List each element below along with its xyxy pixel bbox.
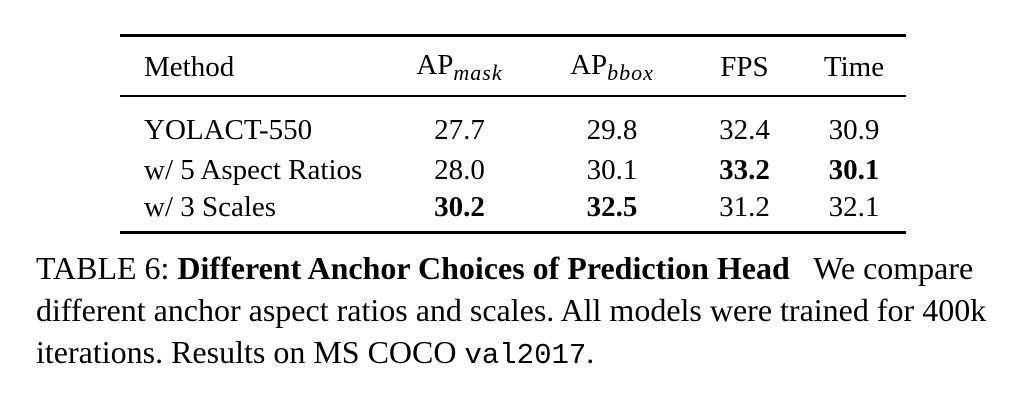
caption-label: TABLE 6: bbox=[36, 250, 170, 286]
header-fps: FPS bbox=[720, 50, 769, 83]
header-ap-bbox bbox=[537, 36, 687, 97]
cell-method: YOLACT-550 bbox=[144, 113, 313, 146]
header-method: Method bbox=[144, 50, 235, 83]
header-ap-mask-base: AP bbox=[416, 48, 454, 81]
header-time: Time bbox=[823, 50, 885, 83]
cell-fps: 32.4 bbox=[719, 113, 770, 146]
cell-ap-bbox-best: 32.5 bbox=[586, 190, 638, 223]
header-ap-mask bbox=[382, 36, 537, 97]
header-ap-bbox-base: AP bbox=[570, 48, 608, 81]
caption-title: Different Anchor Choices of Prediction Head bbox=[177, 250, 790, 286]
cell-time: 32.1 bbox=[828, 190, 880, 223]
header-ap-mask-subscript: mask bbox=[453, 59, 503, 85]
cell-ap-bbox: 30.1 bbox=[586, 153, 638, 186]
header-ap-bbox-subscript: bbox bbox=[607, 59, 654, 85]
table-row bbox=[120, 187, 906, 233]
cell-method: w/ 5 Aspect Ratios bbox=[144, 153, 363, 186]
caption-end: . bbox=[586, 334, 595, 370]
table-header-row bbox=[120, 36, 906, 97]
table-caption bbox=[36, 247, 1004, 377]
table-row bbox=[120, 153, 906, 187]
cell-fps: 31.2 bbox=[719, 190, 770, 223]
cell-time-best: 30.1 bbox=[828, 153, 880, 186]
results-table bbox=[120, 34, 906, 234]
caption-body: We compare different anchor aspect ratios and scales. All models were trained for 400k iterations. Results on MS COCO bbox=[36, 250, 987, 370]
cell-ap-bbox: 29.8 bbox=[586, 113, 638, 146]
cell-method: w/ 3 Scales bbox=[144, 190, 277, 223]
table-row bbox=[120, 96, 906, 153]
caption-code: val2017 bbox=[464, 339, 587, 372]
cell-fps-best: 33.2 bbox=[719, 153, 770, 186]
cell-ap-mask-best: 30.2 bbox=[434, 190, 485, 223]
cell-ap-mask: 27.7 bbox=[434, 113, 485, 146]
cell-ap-mask: 28.0 bbox=[434, 153, 485, 186]
cell-time: 30.9 bbox=[828, 113, 880, 146]
